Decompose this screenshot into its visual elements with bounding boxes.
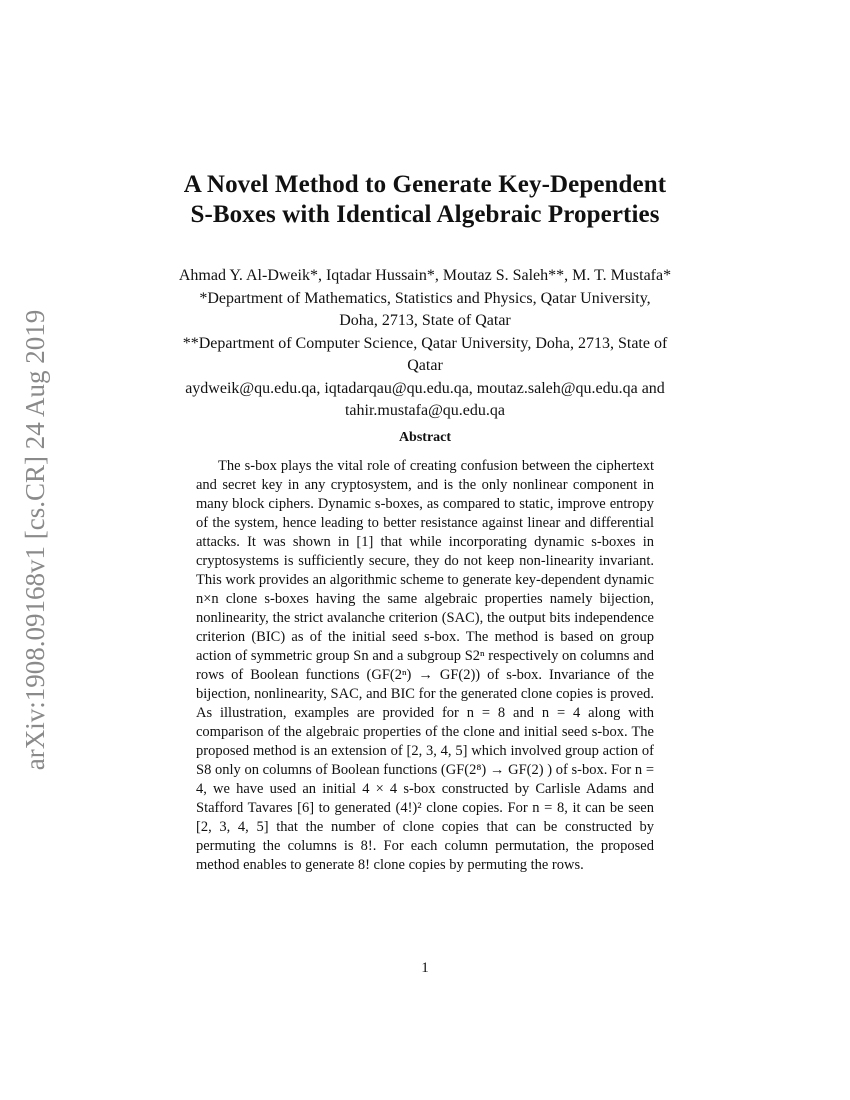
arxiv-identifier-stamp[interactable]: arXiv:1908.09168v1 [cs.CR] 24 Aug 2019 <box>20 309 50 771</box>
affiliation-1-line-1: *Department of Mathematics, Statistics and Physics, Qatar University, <box>199 289 651 307</box>
abstract-heading: Abstract <box>398 430 452 445</box>
author-emails-line-1[interactable]: aydweik@qu.edu.qa, iqtadarqau@qu.edu.qa, moutaz.saleh@qu.edu.qa and <box>185 379 665 397</box>
affiliation-1-line-2: Doha, 2713, State of Qatar <box>339 312 511 329</box>
affiliation-2-line-2: Qatar <box>407 357 443 374</box>
abstract-body: The s-box plays the vital role of creating confusion between the ciphertext and secret key in any cryptosystem, and is the only nonlinear component in many block ciphers. Dynamic s-boxes, as compared to static, improve entropy of the system, hence leading to better resistance against linear and differential attacks. It was shown in [1] that while incorporating dynamic s-boxes in cryptosystems is sufficiently secure, they do not keep non-linearity invariant. This work provides an algorithmic scheme to generate key-dependent dynamic n×n clone s-boxes having the same algebraic properties namely bijection, nonlinearity, the strict avalanche criterion (SAC), the output bits independence criterion (BIC) as of the initial seed s-box. The method is based on group action of symmetric group Sn and a subgroup S2ⁿ respectively on columns and rows of Boolean functions (GF(2ⁿ) → GF(2)) of s-box. Invariance of the bijection, nonlinearity, SAC, and BIC for the generated clone copies is proved. As illustration, examples are provided for n = 8 and n = 4 along with comparison of the algebraic properties of the clone and initial seed s-box. The proposed method is an extension of [2, 3, 4, 5] which involved group action of S8 only on columns of Boolean functions (GF(2⁸) → GF(2) ) of s-box. For n = 4, we have used an initial 4 × 4 s-box constructed by Carlisle Adams and Stafford Tavares [6] to generated (4!)² clone copies. For n = 8, it can be seen [2, 3, 4, 5] that the number of clone copies that can be constructed by permuting the columns is 8!. For each column permutation, the proposed method enables to generate 8! clone copies by permuting the rows. <box>196 458 654 873</box>
paper-title-line-1: A Novel Method to Generate Key-Dependent <box>183 171 667 198</box>
paper-title-line-2: S-Boxes with Identical Algebraic Properties <box>190 201 660 228</box>
author-names: Ahmad Y. Al-Dweik*, Iqtadar Hussain*, Moutaz S. Saleh**, M. T. Mustafa* <box>178 267 672 284</box>
page-number: 1 <box>421 960 429 976</box>
affiliation-2-line-1: **Department of Computer Science, Qatar University, Doha, 2713, State of <box>182 334 668 352</box>
author-block <box>140 265 710 423</box>
author-emails-line-2[interactable]: tahir.mustafa@qu.edu.qa <box>344 402 506 419</box>
paper-title <box>100 170 750 230</box>
